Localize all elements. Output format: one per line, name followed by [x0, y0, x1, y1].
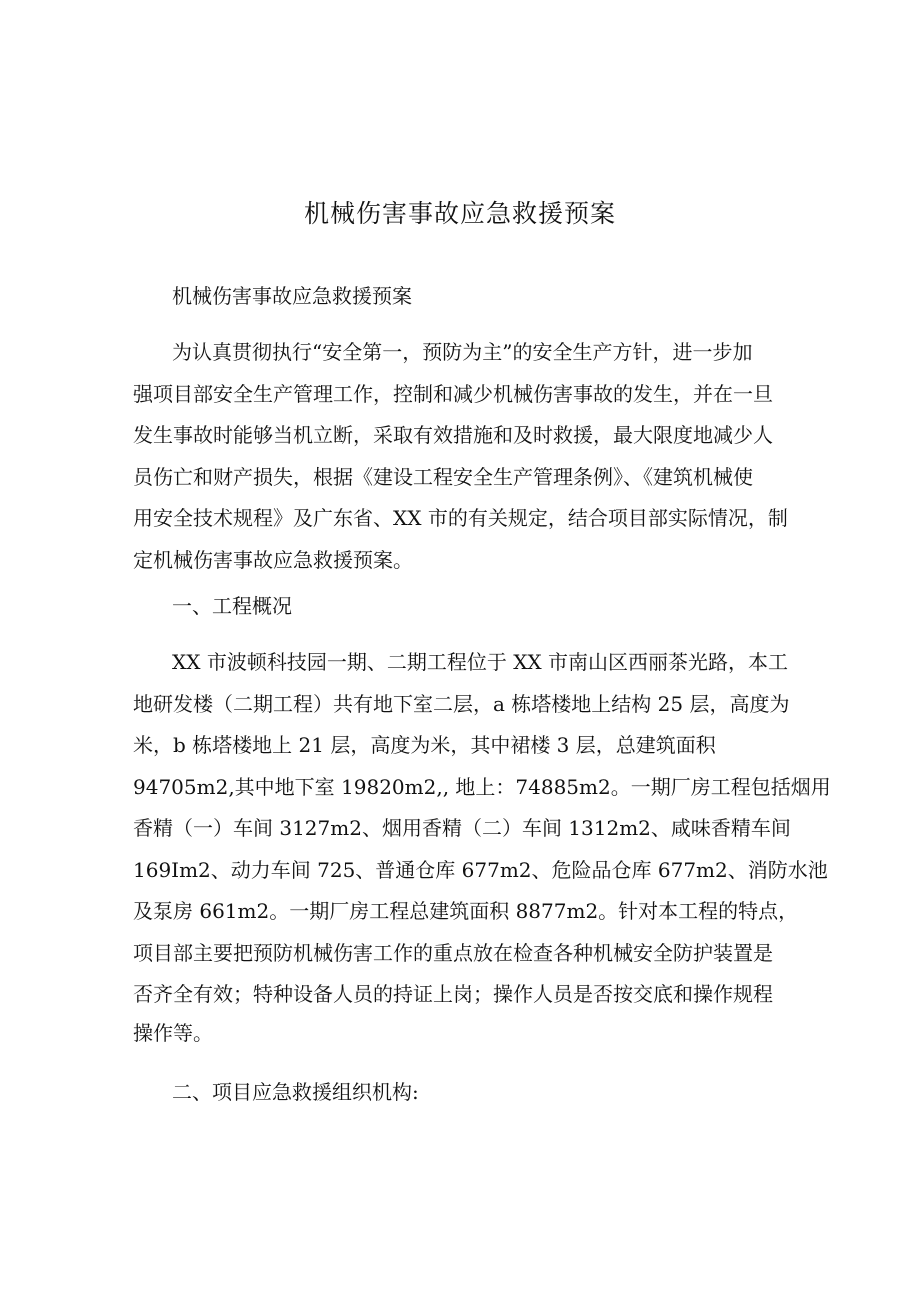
- intro-line: 发生事故时能够当机立断，采取有效措施和及时救援，最大限度地减少人: [133, 423, 773, 447]
- subtitle: 机械伤害事故应急救援预案: [172, 284, 412, 308]
- body-line: 香精（一）车间 3127m2、烟用香精（二）车间 1312m2、咸味香精车间: [133, 816, 791, 840]
- body-line: 米，b 栋塔楼地上 21 层，高度为米，其中裙楼 3 层，总建筑面积: [133, 733, 716, 757]
- document-title: 机械伤害事故应急救援预案: [303, 199, 616, 228]
- body-line: 地研发楼（二期工程）共有地下室二层，a 栋塔楼地上结构 25 层，高度为: [133, 692, 790, 716]
- section-heading: 二、项目应急救援组织机构:: [172, 1080, 419, 1104]
- body-line: XX 市波顿科技园一期、二期工程位于 XX 市南山区西丽茶光路，本工: [172, 650, 789, 674]
- body-line: 94705m2,其中地下室 19820m2,, 地上：74885m2。一期厂房工程包括烟用: [133, 775, 831, 799]
- body-line: 操作等。: [133, 1021, 213, 1045]
- intro-line: 强项目部安全生产管理工作，控制和减少机械伤害事故的发生，并在一旦: [133, 382, 773, 406]
- body-line: 及泵房 661m2。一期厂房工程总建筑面积 8877m2。针对本工程的特点，: [133, 899, 799, 923]
- body-line: 否齐全有效；特种设备人员的持证上岗；操作人员是否按交底和操作规程: [133, 982, 773, 1006]
- intro-line: 员伤亡和财产损失，根据《建设工程安全生产管理条例》、《建筑机械使: [133, 465, 753, 489]
- intro-line: 定机械伤害事故应急救援预案。: [133, 548, 413, 572]
- body-line: 169Im2、动力车间 725、普通仓库 677m2、危险品仓库 677m2、消防水池: [133, 858, 828, 882]
- body-line: 项目部主要把预防机械伤害工作的重点放在检查各种机械安全防护装置是: [133, 941, 773, 965]
- section-heading: 一、工程概况: [172, 594, 292, 618]
- intro-line: 为认真贯彻执行“安全第一，预防为主”的安全生产方针，进一步加: [172, 340, 753, 364]
- intro-line: 用安全技术规程》及广东省、XX 市的有关规定，结合项目部实际情况，制: [133, 506, 788, 530]
